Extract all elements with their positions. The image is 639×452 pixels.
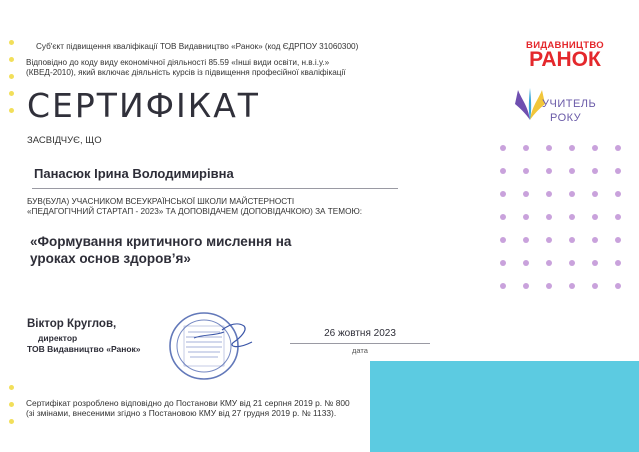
header-line-2: Відповідно до коду виду економічної діяльності 85.59 «Інші види освіти, н.в.і.у.»: [26, 58, 330, 67]
date-value: 26 жовтня 2023: [324, 328, 396, 339]
topic-line-1: «Формування критичного мислення на: [30, 234, 292, 249]
publisher-logo: [515, 40, 615, 70]
publisher-logo-small: ВИДАВНИЦТВО: [526, 40, 604, 51]
signer-company: ТОВ Видавництво «Ранок»: [27, 344, 141, 354]
description-line-2: «ПЕДАГОГІЧНИЙ СТАРТАП - 2023» ТА ДОПОВІДАЧЕМ (ДОПОВІДАЧКОЮ) ЗА ТЕМОЮ:: [27, 207, 362, 216]
recipient-underline: [32, 188, 398, 189]
description-line-1: БУВ(БУЛА) УЧАСНИКОМ ВСЕУКРАЇНСЬКОЇ ШКОЛИ МАЙСТЕРНОСТІ: [27, 197, 295, 206]
header-line-3: (КВЕД-2010), який включає діяльність курсів із підвищення професійної кваліфікації: [26, 68, 346, 77]
decor-dots-yellow-bottom: [9, 385, 15, 425]
teacher-logo-line1: УЧИТЕЛЬ: [542, 98, 597, 110]
official-stamp-icon: [164, 308, 260, 384]
publisher-logo-big: РАНОК: [529, 48, 601, 71]
header-line-1: Суб'єкт підвищення кваліфікації ТОВ Видавництво «Ранок» (код ЄДРПОУ 31060300): [36, 42, 359, 51]
footer-band: [370, 361, 639, 452]
footer-line-1: Сертифікат розроблено відповідно до Постанови КМУ від 21 серпня 2019 р. № 800: [26, 398, 350, 408]
teacher-logo-line2: РОКУ: [550, 112, 582, 124]
topic-line-2: уроках основ здоров’я»: [30, 251, 191, 266]
certifies-label: ЗАСВІДЧУЄ, ЩО: [27, 135, 102, 146]
date-label: дата: [352, 346, 368, 355]
signer-position: директор: [38, 333, 78, 343]
certificate-title: СЕРТИФІКАТ: [27, 86, 260, 125]
footer-line-2: (зі змінами, внесеними згідно з Постановою КМУ від 27 грудня 2019 р. № 1133).: [26, 408, 337, 418]
recipient-name: Панасюк Ірина Володимирівна: [34, 166, 234, 181]
teacher-of-year-logo: [512, 86, 622, 128]
decor-dots-yellow-left: [9, 40, 15, 114]
decor-dots-purple-grid: [500, 145, 621, 289]
signer-name: Віктор Круглов,: [27, 318, 117, 330]
date-underline: [290, 343, 430, 344]
